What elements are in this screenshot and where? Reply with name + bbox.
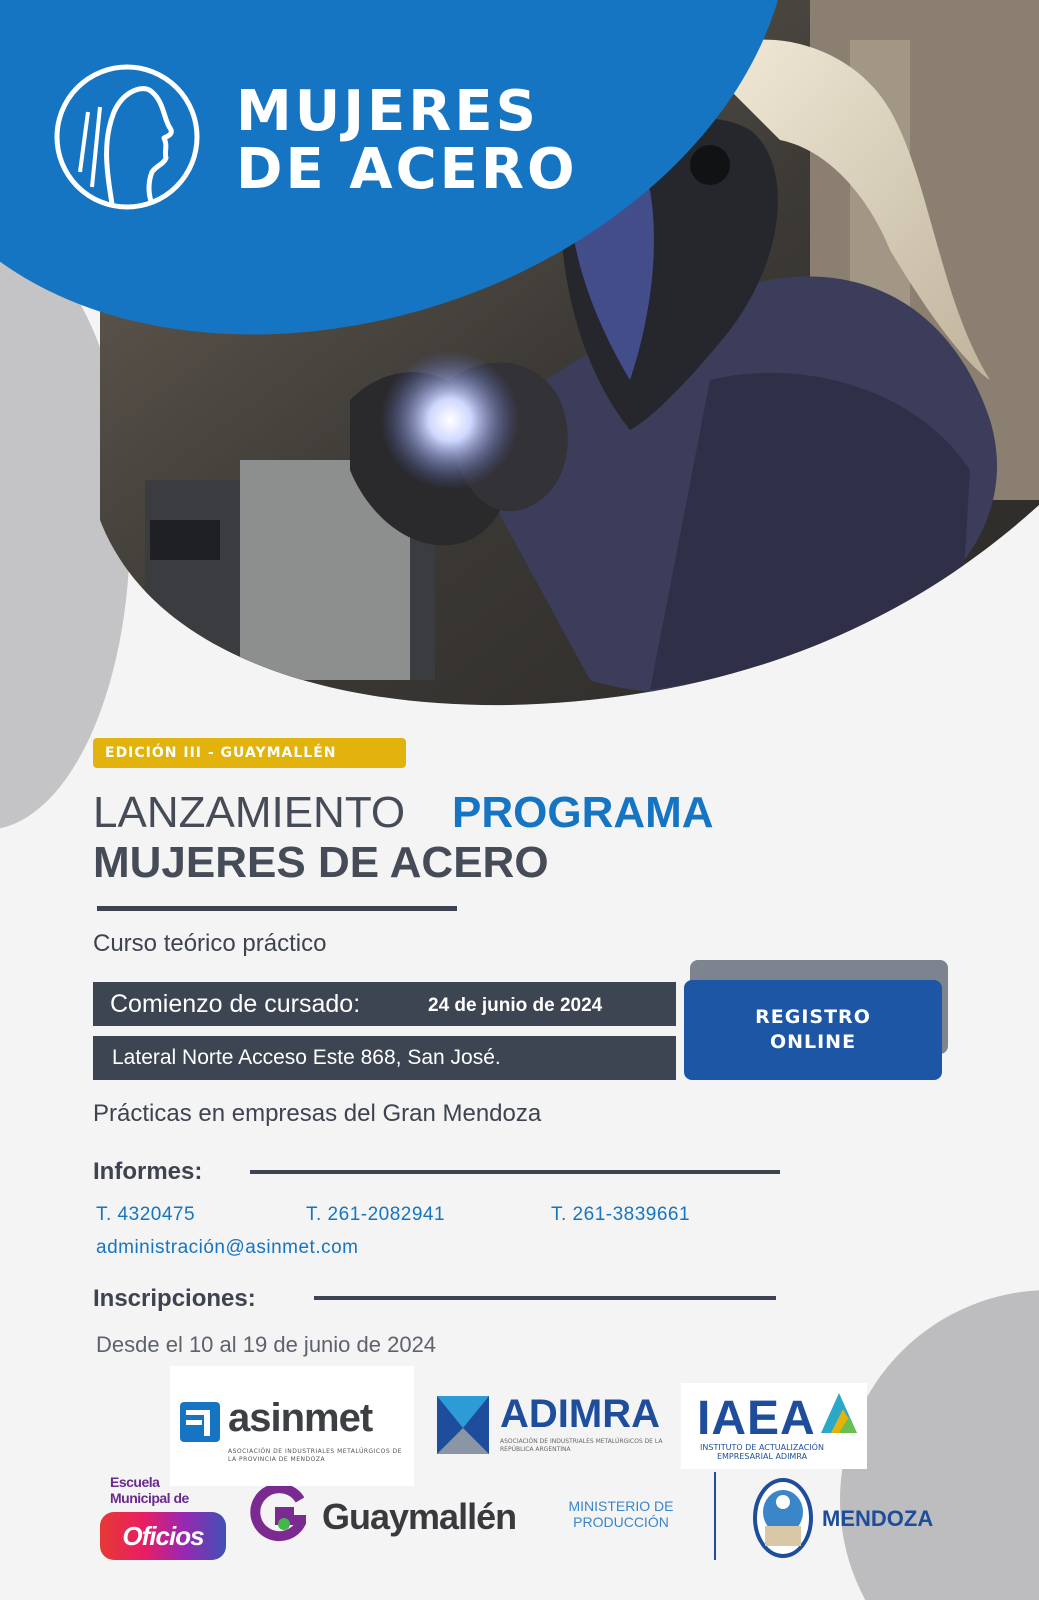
title-program: PROGRAMA bbox=[452, 788, 714, 837]
phone-link[interactable]: T. 261-2082941 bbox=[306, 1204, 446, 1225]
escuela-municipal-text bbox=[110, 1474, 189, 1506]
start-label: Comienzo de cursado: bbox=[110, 990, 361, 1018]
brand-title-line2: DE ACERO bbox=[236, 137, 578, 202]
start-date: 24 de junio de 2024 bbox=[428, 995, 603, 1016]
asinmet-mark-icon bbox=[180, 1402, 220, 1442]
asinmet-subtitle: ASOCIACIÓN DE INDUSTRIALES METALÚRGICOS DE LA PROVINCIA DE MENDOZA bbox=[228, 1448, 402, 1463]
iaea-subtitle: INSTITUTO DE ACTUALIZACIÓN EMPRESARIAL ADIMRA bbox=[700, 1443, 824, 1461]
inscripciones-divider bbox=[314, 1296, 776, 1300]
mendoza-name: MENDOZA bbox=[822, 1506, 934, 1531]
iaea-name: IAEA bbox=[697, 1392, 816, 1445]
escuela-line2: Municipal de bbox=[110, 1490, 189, 1506]
adimra-name: ADIMRA bbox=[500, 1392, 660, 1436]
adimra-subtitle: ASOCIACIÓN DE INDUSTRIALES METALÚRGICOS DE LA REPÚBLICA ARGENTINA bbox=[500, 1438, 663, 1453]
register-online-button[interactable]: REGISTRO ONLINE bbox=[684, 980, 942, 1080]
start-date-bar bbox=[93, 982, 676, 1026]
grey-background-shape-right bbox=[840, 1290, 1039, 1600]
title-program-name: MUJERES DE ACERO bbox=[93, 838, 549, 887]
phone-link[interactable]: T. 4320475 bbox=[96, 1204, 196, 1225]
iaea-mark-icon bbox=[821, 1393, 857, 1433]
sponsor-divider bbox=[714, 1472, 716, 1560]
edition-badge: EDICIÓN III - GUAYMALLÉN bbox=[93, 738, 406, 768]
oficios-badge: Oficios bbox=[100, 1512, 226, 1560]
title-launch: LANZAMIENTO bbox=[93, 788, 406, 837]
ministerio-produccion: MINISTERIO DE PRODUCCIÓN bbox=[568, 1498, 674, 1530]
course-type: Curso teórico práctico bbox=[93, 930, 327, 957]
adimra-mark-icon bbox=[437, 1396, 489, 1454]
practices-text: Prácticas en empresas del Gran Mendoza bbox=[93, 1100, 542, 1127]
guaymallen-name: Guaymallén bbox=[322, 1496, 517, 1537]
phone-link[interactable]: T. 261-3839661 bbox=[551, 1204, 691, 1225]
iaea-logo bbox=[681, 1383, 867, 1469]
woman-profile-icon bbox=[52, 62, 202, 212]
title-divider bbox=[97, 906, 457, 911]
brand-title-line1: MUJERES bbox=[236, 79, 539, 144]
email-link[interactable]: administración@asinmet.com bbox=[96, 1237, 359, 1258]
informes-divider bbox=[250, 1170, 780, 1174]
asinmet-name: asinmet bbox=[228, 1396, 373, 1440]
g-logo-icon bbox=[250, 1486, 306, 1542]
mendoza-seal-icon bbox=[751, 1472, 815, 1562]
escuela-line1: Escuela bbox=[110, 1474, 160, 1490]
informes-heading: Informes: bbox=[93, 1158, 203, 1185]
address-bar: Lateral Norte Acceso Este 868, San José. bbox=[93, 1036, 676, 1080]
inscripciones-heading: Inscripciones: bbox=[93, 1285, 256, 1312]
inscripciones-dates: Desde el 10 al 19 de junio de 2024 bbox=[96, 1332, 437, 1357]
asinmet-logo bbox=[170, 1366, 414, 1486]
